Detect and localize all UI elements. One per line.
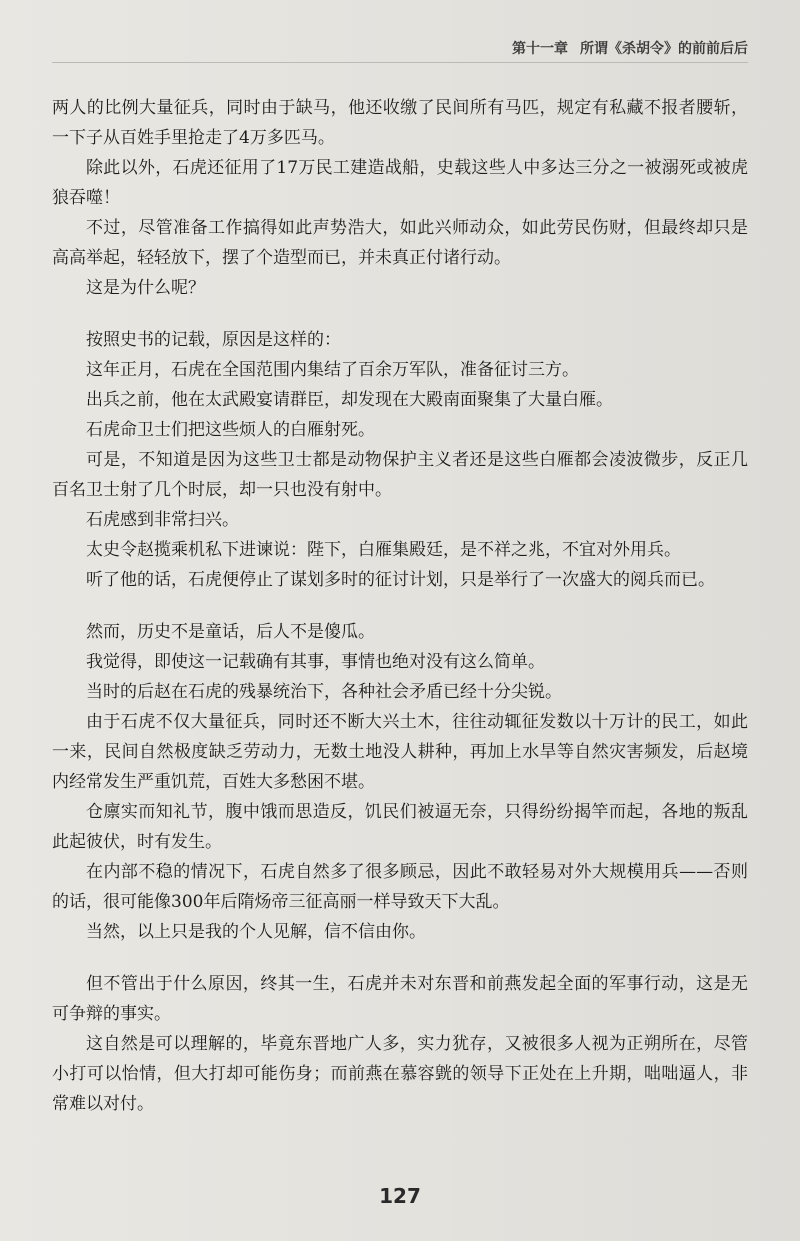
paragraph: 除此以外，石虎还征用了17万民工建造战船，史载这些人中多达三分之一被溺死或被虎狼吞噬！ (52, 158, 748, 208)
paragraph: 太史令赵揽乘机私下进谏说：陛下，白雁集殿廷，是不祥之兆，不宜对外用兵。 (86, 540, 681, 560)
paragraph: 这自然是可以理解的，毕竟东晋地广人多，实力犹存，又被很多人视为正朔所在，尽管小打可以怡情，但大打却可能伤身；而前燕在慕容皝的领导下正处在上升期，咄咄逼人，非常难以对付。 (52, 1034, 748, 1114)
paragraph: 听了他的话，石虎便停止了谋划多时的征讨计划，只是举行了一次盛大的阅兵而已。 (86, 570, 715, 590)
paragraph: 不过，尽管准备工作搞得如此声势浩大，如此兴师动众，如此劳民伤财，但最终却只是高高举起，轻轻放下，摆了个造型而已，并未真正付诸行动。 (52, 218, 748, 268)
paragraph: 这年正月，石虎在全国范围内集结了百余万军队，准备征讨三方。 (86, 360, 579, 380)
section-gap (52, 303, 748, 325)
section-gap (52, 947, 748, 969)
paragraph: 仓廪实而知礼节，腹中饿而思造反，饥民们被逼无奈，只得纷纷揭竿而起，各地的叛乱此起彼伏，时有发生。 (52, 802, 748, 852)
running-head (512, 38, 748, 58)
page-number: 127 (379, 1184, 421, 1208)
paragraph: 按照史书的记载，原因是这样的： (86, 330, 341, 350)
chapter-label: 第十一章 (512, 41, 568, 57)
paragraph: 由于石虎不仅大量征兵，同时还不断大兴土木，往往动辄征发数以十万计的民工，如此一来，民间自然极度缺乏劳动力，无数土地没人耕种，再加上水旱等自然灾害频发，后赵境内经常发生严重饥荒，百姓大多愁困不堪。 (52, 712, 748, 792)
paragraph: 这是为什么呢？ (86, 278, 205, 298)
paragraph: 在内部不稳的情况下，石虎自然多了很多顾忌，因此不敢轻易对外大规模用兵——否则的话，很可能像300年后隋炀帝三征高丽一样导致天下大乱。 (52, 862, 748, 912)
paragraph: 当时的后赵在石虎的残暴统治下，各种社会矛盾已经十分尖锐。 (86, 682, 562, 702)
paragraph: 出兵之前，他在太武殿宴请群臣，却发现在大殿南面聚集了大量白雁。 (86, 390, 613, 410)
paragraph: 石虎命卫士们把这些烦人的白雁射死。 (86, 420, 375, 440)
paragraph: 可是，不知道是因为这些卫士都是动物保护主义者还是这些白雁都会凌波微步，反正几百名卫士射了几个时辰，却一只也没有射中。 (52, 450, 748, 500)
header-rule (52, 62, 748, 63)
section-gap (52, 595, 748, 617)
body-text (52, 93, 748, 1119)
paragraph: 当然，以上只是我的个人见解，信不信由你。 (86, 922, 426, 942)
paragraph: 两人的比例大量征兵，同时由于缺马，他还收缴了民间所有马匹，规定有私藏不报者腰斩，一下子从百姓手里抢走了4万多匹马。 (52, 98, 748, 148)
paragraph: 然而，历史不是童话，后人不是傻瓜。 (86, 622, 375, 642)
paragraph: 我觉得，即使这一记载确有其事，事情也绝对没有这么简单。 (86, 652, 545, 672)
paragraph: 石虎感到非常扫兴。 (86, 510, 239, 530)
paragraph: 但不管出于什么原因，终其一生，石虎并未对东晋和前燕发起全面的军事行动，这是无可争辩的事实。 (52, 974, 748, 1024)
chapter-title: 所谓《杀胡令》的前前后后 (580, 41, 748, 57)
